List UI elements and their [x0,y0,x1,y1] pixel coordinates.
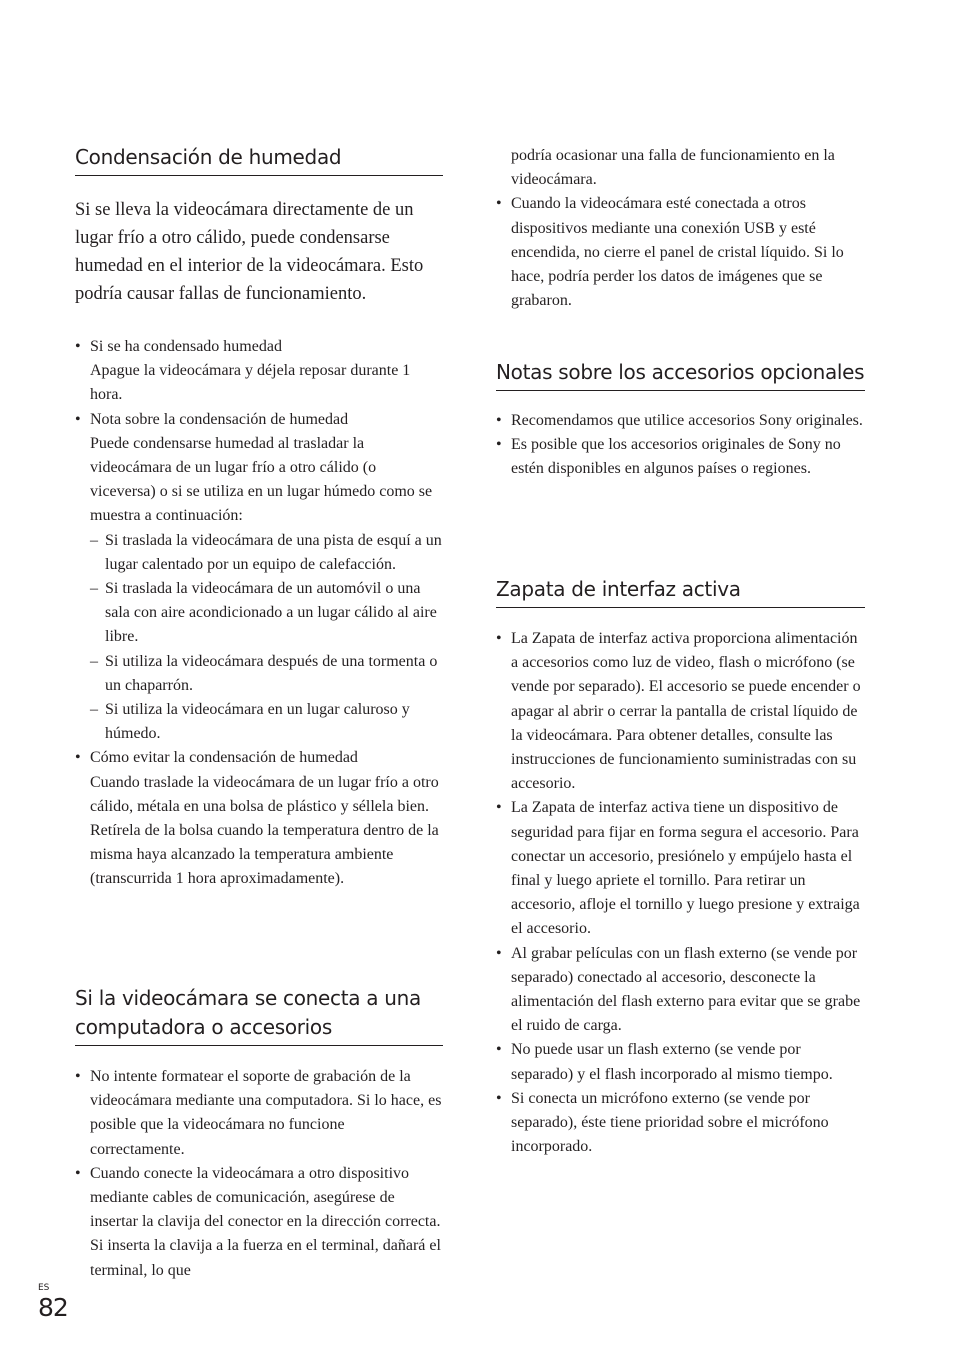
bullet-title: • Nota sobre la condensación de humedad [90,410,349,428]
heading-computadora: Si la videocámara se conecta a una computadora o accesorios [75,984,443,1046]
list-item [75,746,443,891]
list-item: • La Zapata de interfaz activa tiene un dispositivo de seguridad para fijar en forma segura el accesorio. Para conectar un accesorio, presiónelo y empújelo hasta el final y luego apriete el tornillo. Para retirar un accesorio, afloje el tornillo y luego presione y extraiga el accesorio. [496,796,865,941]
list-zapata [496,627,865,1159]
page-language-label: ES [38,1283,50,1293]
list-item: • Cuando la videocámara esté conectada a otros dispositivos mediante una conexión USB y esté encendida, no cierre el panel de cristal líquido. Si lo hace, podría perder los datos de imágenes que se grabaron. [496,192,865,313]
list-item: • La Zapata de interfaz activa proporciona alimentación a accesorios como luz de video, flash o micrófono (se vende por separado). El accesorio se puede encender o apagar al abrir o cerrar la pantalla de cristal líquido de la videocámara. Para obtener detalles, consulte las instrucciones de funcionamiento suministradas con su accesorio. [496,627,865,796]
page-number: 82 [38,1293,68,1322]
heading-zapata: Zapata de interfaz activa [496,575,865,608]
list-item [75,408,443,747]
continued-text: podría ocasionar una falla de funcionamiento en la videocámara. [511,147,835,189]
list-item: • Es posible que los accesorios originales de Sony no estén disponibles en algunos países o regiones. [496,433,865,481]
list-item-continued [496,144,865,192]
heading-accesorios: Notas sobre los accesorios opcionales [496,358,865,391]
list-item: • Al grabar películas con un flash externo (se vende por separado) conectado al accesorio, desconecte la alimentación del flash externo para evitar que se grabe el ruido de carga. [496,942,865,1039]
bullet-title: • Si se ha condensado humedad [90,338,282,355]
list-item [75,335,443,408]
bullet-text: Apague la videocámara y déjela reposar durante 1 hora. [90,362,411,404]
list-item: • Cuando conecte la videocámara a otro dispositivo mediante cables de comunicación, asegúrese de insertar la clavija del conector en la dirección correcta. Si inserta la clavija a la fuerza en el terminal, dañará el terminal, lo que [75,1162,443,1283]
list-computadora [75,1065,443,1283]
bullet-text: Cuando traslade la videocámara de un lugar frío a otro cálido, métala en una bolsa de plástico y séllela bien. Retírela de la bolsa cuando la temperatura dentro de la misma haya alcanzado la temperatura ambiente (transcurrida 1 hora aproximadamente). [90,773,439,888]
list-accesorios [496,409,865,482]
sub-list-item: – Si traslada la videocámara de un automóvil o una sala con aire acondicionado a un lugar cálido al aire libre. [90,577,443,650]
sub-list [90,529,443,747]
list-item: • No puede usar un flash externo (se vende por separado) y el flash incorporado al mismo tiempo. [496,1038,865,1086]
heading-condensacion: Condensación de humedad [75,143,443,176]
list-item: • No intente formatear el soporte de grabación de la videocámara mediante una computadora. Si lo hace, es posible que la videocámara no funcione correctamente. [75,1065,443,1162]
sub-list-item: – Si traslada la videocámara de una pista de esquí a un lugar calentado por un equipo de calefacción. [90,529,443,577]
bullet-text: Puede condensarse humedad al trasladar la videocámara de un lugar frío a otro cálido (o viceversa) o si se utiliza en un lugar húmedo como se muestra a continuación: [90,434,433,525]
sub-list-item: – Si utiliza la videocámara en un lugar caluroso y húmedo. [90,698,443,746]
list-item: • Recomendamos que utilice accesorios Sony originales. [496,409,865,433]
list-item: • Si conecta un micrófono externo (se vende por separado), éste tiene prioridad sobre el micrófono incorporado. [496,1087,865,1160]
intro-condensacion: Si se lleva la videocámara directamente de un lugar frío a otro cálido, puede condensarse humedad en el interior de la videocámara. Esto podría causar fallas de funcionamiento. [75,200,424,304]
continued-list [496,144,865,313]
list-condensacion [75,335,443,892]
sub-list-item: – Si utiliza la videocámara después de una tormenta o un chaparrón. [90,650,443,698]
bullet-title: • Cómo evitar la condensación de humedad [90,749,358,767]
